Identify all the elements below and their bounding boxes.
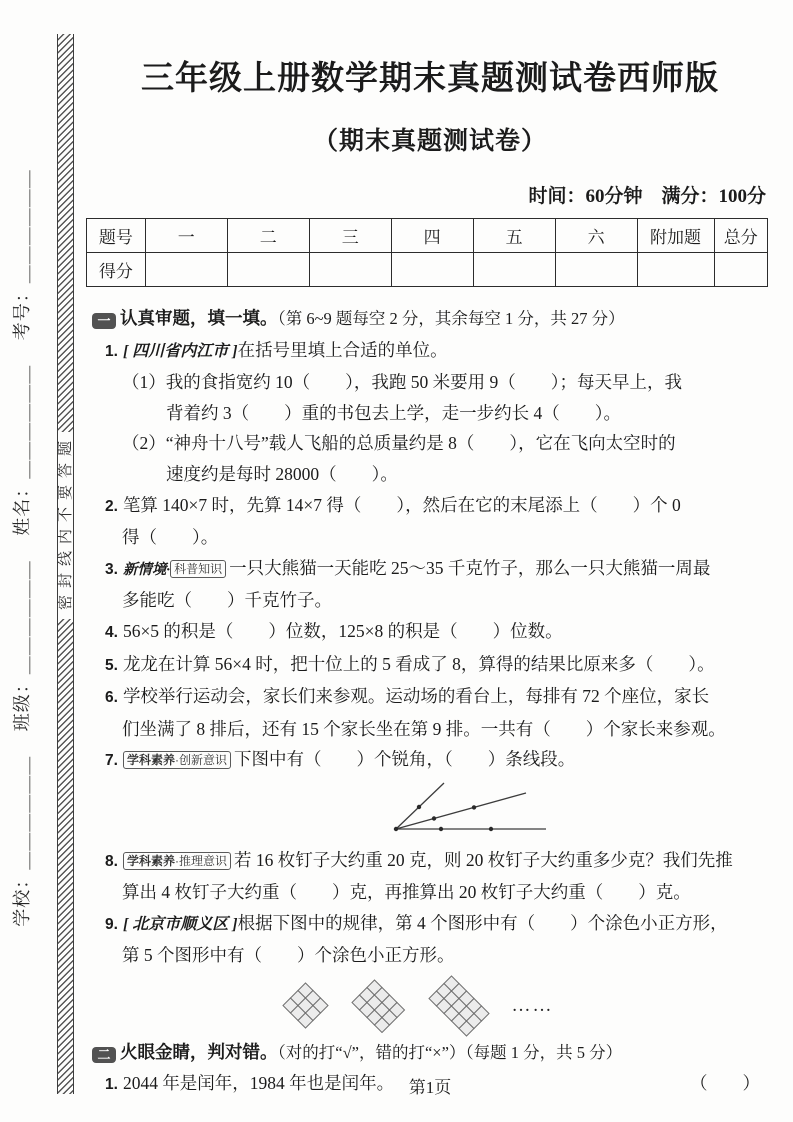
- seal-char: 密: [57, 594, 75, 611]
- question-number: 3.: [105, 560, 118, 578]
- question-text: 56×5 的积是（ ）位数，125×8 的积是（ ）位数。: [122, 620, 563, 641]
- section2-note: （对的打“√”，错的打“×”）（每题 1 分，共 5 分）: [277, 1042, 623, 1062]
- question-text: 2044 年是闰年，1984 年也是闰年。: [122, 1073, 395, 1094]
- seal-char: 要: [57, 484, 75, 501]
- question-3: [105, 553, 768, 586]
- seal-hatch-top: [58, 34, 73, 432]
- score-cell: [555, 253, 637, 287]
- question-number: 9.: [105, 915, 118, 933]
- section-one-badge-icon: 一: [92, 313, 116, 329]
- page-number: 第1页: [408, 1078, 452, 1097]
- seal-text: [58, 432, 73, 619]
- time-score-info: 时间：60分钟 满分：100分: [528, 186, 766, 207]
- question-text: 下图中有（ ）个锐角，（ ）条线段。: [233, 749, 576, 770]
- seal-char: 题: [57, 440, 75, 457]
- question-text: 学校举行运动会，家长们来参观。运动场的看台上，每排有 72 个座位，家长: [122, 686, 710, 707]
- question-1: [105, 335, 768, 368]
- question-7: [105, 744, 768, 777]
- seal-char: 不: [57, 506, 75, 523]
- question-1-sub2-line2: 速度约是每时 28000（ ）。: [166, 463, 398, 484]
- tag-rest-part: ·创新意识: [174, 753, 227, 768]
- seal-line-strip: [57, 34, 74, 1094]
- paper-title: 三年级上册数学期末真题测试卷西师版: [141, 61, 719, 97]
- question-6: [105, 681, 768, 714]
- pattern-grid-2: [351, 979, 406, 1034]
- seal-char: 内: [57, 528, 75, 545]
- question-8: [105, 845, 768, 878]
- seal-hatch-bottom: [58, 619, 73, 1094]
- score-cell: [637, 253, 714, 287]
- score-cell: [145, 253, 227, 287]
- seal-char: 线: [57, 550, 75, 567]
- question-number: 7.: [105, 752, 118, 770]
- score-table-cell: 三: [309, 219, 391, 253]
- question-text: 在括号里填上合适的单位。: [237, 339, 448, 360]
- question-6-line2: 们坐满了 8 排后，还有 15 个家长坐在第 9 排。一共有（ ）个家长来参观。: [122, 718, 726, 739]
- question-number: 8.: [105, 852, 118, 870]
- questions-area: [92, 303, 768, 1101]
- question-number: 5.: [105, 656, 118, 674]
- question-2: [105, 490, 768, 523]
- angles-figure: [386, 781, 561, 833]
- section1-note: （第 6~9 题每空 2 分，其余每空 1 分，共 27 分）: [277, 309, 625, 328]
- section2-title: 火眼金睛，判对错。: [120, 1041, 278, 1062]
- score-table-cell: 六: [555, 219, 637, 253]
- score-table-cell: 四: [391, 219, 473, 253]
- tag-rest-part: ·推理意识: [174, 853, 227, 868]
- score-cell: [309, 253, 391, 287]
- pattern-grid-1: [282, 982, 329, 1029]
- section2-header: [92, 1037, 768, 1069]
- student-info-fields: 学校：＿＿＿＿＿＿ 班级：＿＿＿＿＿＿ 姓名：＿＿＿＿＿＿ 考号：＿＿＿＿＿＿: [12, 169, 32, 927]
- seal-char: 答: [57, 462, 75, 479]
- question-4: [105, 616, 768, 649]
- subject-literacy-tag: [123, 852, 231, 870]
- question-1-sub1-line1: （1）我的食指宽约 10（ ），我跑 50 米要用 9（ ）；每天早上，我: [122, 372, 682, 393]
- question-text: 根据下图中的规律，第 4 个图形中有（ ）个涂色小正方形，: [237, 912, 728, 933]
- score-table-cell: 二: [227, 219, 309, 253]
- score-table-cell: 题号: [87, 219, 146, 253]
- question-number: 1.: [105, 1076, 118, 1094]
- question-9: [105, 908, 768, 941]
- question-number: 1.: [105, 342, 118, 360]
- question-number: 4.: [105, 623, 118, 641]
- question-2-line2: 得（ ）。: [122, 527, 219, 548]
- question-8-line2: 算出 4 枚钉子大约重（ ）克，再推算出 20 枚钉子大约重（ ）克。: [122, 882, 691, 903]
- tag-bold-part: 学科素养: [126, 853, 175, 868]
- pattern-figure: [282, 977, 768, 1035]
- question-1-sub1-line2: 背着约 3（ ）重的书包去上学，走一步约长 4（ ）。: [166, 402, 621, 423]
- subject-literacy-tag: [123, 751, 231, 769]
- question-text: 龙龙在计算 56×4 时，把十位上的 5 看成了 8，算得的结果比原来多（ ）。: [122, 653, 715, 674]
- science-knowledge-tag: 科普知识: [170, 560, 226, 578]
- question-number: 2.: [105, 497, 118, 515]
- score-table-header-row: [87, 219, 768, 253]
- tag-bold-part: 学科素养: [126, 753, 175, 768]
- score-cell: [391, 253, 473, 287]
- score-table-cell: 五: [473, 219, 555, 253]
- question-1-sub2-line1: （2）“神舟十八号”载人飞船的总质量约是 8（ ），它在飞向太空时的: [122, 433, 676, 454]
- question-number: 6.: [105, 689, 118, 707]
- score-table-score-row: [87, 253, 768, 287]
- new-context-tag: 新情境·: [122, 561, 171, 578]
- paper-subtitle: （期末真题测试卷）: [312, 128, 547, 155]
- score-cell: [714, 253, 767, 287]
- question-3-line2: 多能吃（ ）千克竹子。: [122, 590, 332, 611]
- question-text: 笔算 140×7 时，先算 14×7 得（ ），然后在它的末尾添上（ ）个 0: [122, 494, 681, 515]
- pattern-ellipsis: ……: [511, 994, 554, 1016]
- question-5: [105, 649, 768, 682]
- question-9-line2: 第 5 个图形中有（ ）个涂色小正方形。: [122, 945, 455, 966]
- question-source: [ 四川省内江市 ]: [122, 342, 238, 360]
- section-two-badge-icon: 二: [92, 1047, 116, 1063]
- score-cell: [473, 253, 555, 287]
- section1-header: [92, 303, 768, 335]
- score-cell: [227, 253, 309, 287]
- score-table-cell: 总分: [714, 219, 767, 253]
- question-source: [ 北京市顺义区 ]: [122, 915, 238, 933]
- seal-char: 封: [57, 572, 75, 589]
- question-text: 一只大熊猫一天能吃 25～35 千克竹子，那么一只大熊猫一周最: [229, 557, 711, 578]
- pattern-grid-3: [428, 975, 490, 1037]
- score-label-cell: 得分: [87, 253, 146, 287]
- score-table: [86, 218, 768, 287]
- question-text: 若 16 枚钉子大约重 20 克，则 20 枚钉子大约重多少克？我们先推: [233, 849, 733, 870]
- section1-title: 认真审题，填一填。: [120, 308, 278, 328]
- answer-blank: （ ）: [690, 1073, 760, 1094]
- score-table-cell: 附加题: [637, 219, 714, 253]
- score-table-cell: 一: [145, 219, 227, 253]
